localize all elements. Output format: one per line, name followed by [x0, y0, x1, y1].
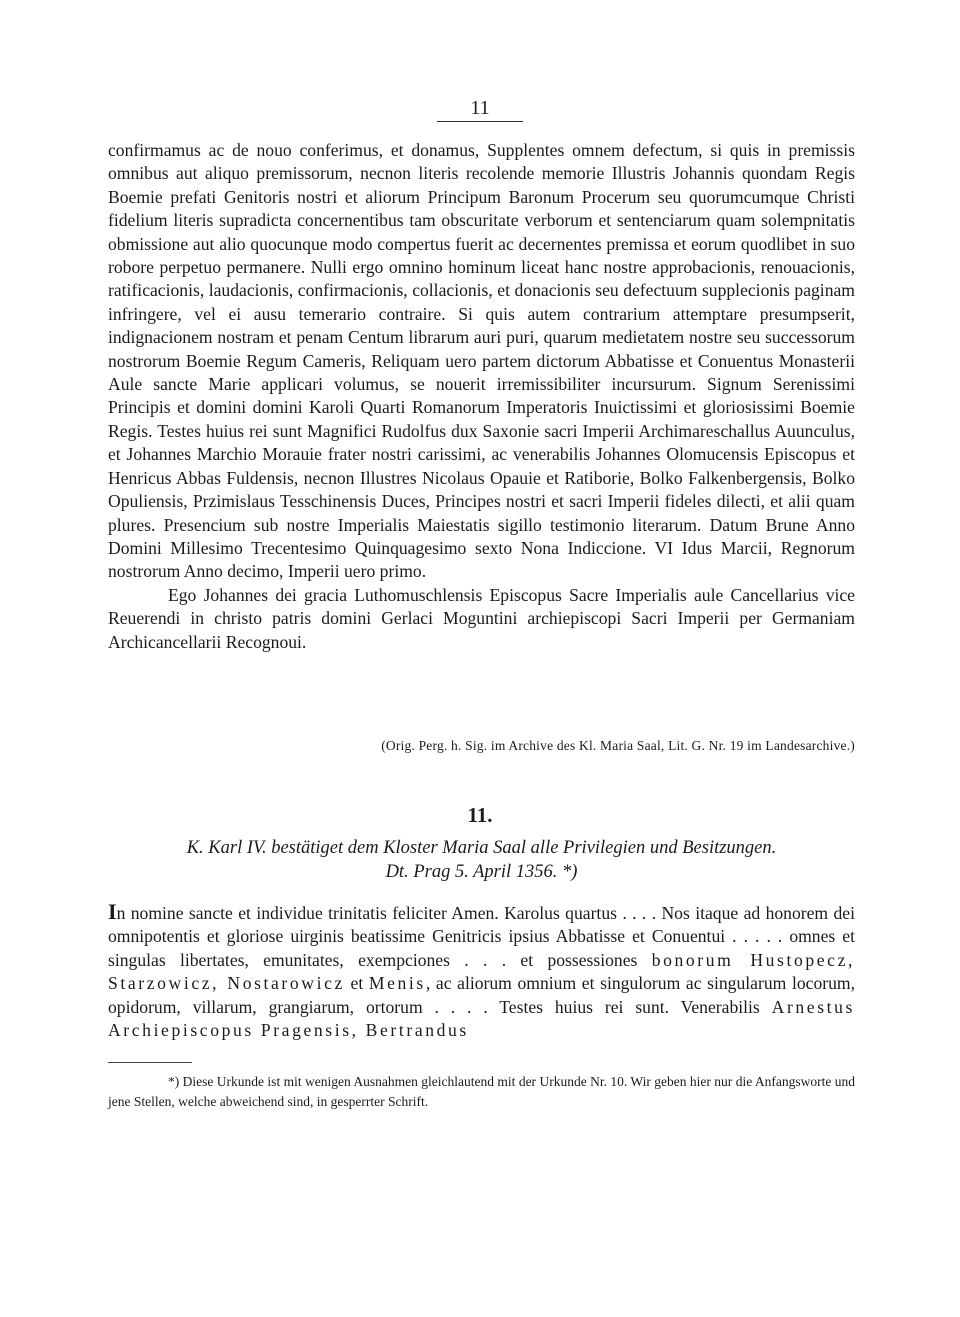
heading-date: Dt. Prag 5. April 1356. *) — [385, 862, 578, 882]
heading-title: K. Karl IV. bestätiget dem Kloster Maria Saal alle Privilegien und Besitzungen. — [186, 838, 777, 858]
charter-body — [108, 900, 855, 1042]
drop-initial: I — [108, 899, 117, 924]
document-number: 11. — [467, 803, 493, 827]
footnote-text: *) Diese Urkunde ist mit wenigen Ausnahmen gleichlautend mit der Urkunde Nr. 10. Wir geben hier nur die Anfangsworte und jene Stellen, welche abweichend sind, in gesperrter Schrift. — [108, 1074, 855, 1109]
charter-text — [108, 900, 855, 1042]
spaced-text: bonorum Hustopecz, Starzowicz, Nostarowicz — [108, 949, 855, 994]
footnote-rule — [108, 1062, 192, 1063]
footnote — [108, 1072, 855, 1112]
page-number: 11 — [470, 97, 490, 119]
charter-text-part: et — [344, 973, 369, 994]
recognition-paragraph: Ego Johannes dei gracia Luthomuschlensis Episcopus Sacre Imperialis aule Cancellarius vice Reuerendi in christo patris domini Gerlaci Moguntini archiepiscopi Sacri Imperii per Germaniam Archicancellarii Recognoui. — [108, 584, 855, 652]
charter-continuation — [108, 139, 855, 654]
archive-source-note: (Orig. Perg. h. Sig. im Archive des Kl. Maria Saal, Lit. G. Nr. 19 im Landesarchive.) — [381, 738, 855, 753]
page-number-rule — [437, 121, 523, 122]
spaced-text: Arnestus Archiepiscopus Pragensis, Bertrandus — [108, 996, 855, 1041]
charter-text-part: , ac aliorum omnium et singulorum ac singularum locorum, opidorum, villarum, grangiarum, ortorum . . . . Testes huius rei sunt. Venerabilis — [108, 973, 855, 1017]
spaced-text: Menis — [368, 973, 426, 994]
charter-text-part: n nomine sancte et individue trinitatis feliciter Amen. Karolus quartus . . . . Nos itaque ad honorem dei omnipotentis et gloriose uirginis beatissime Genitricis ipsius Abbatisse et Conuentui . . . . . omnes et singulas libertates, emunitates, exempciones . . . et possessiones — [108, 903, 855, 970]
charter-paragraph: confirmamus ac de nouo conferimus, et donamus, Supplentes omnem defectum, si quis in premissis omnibus aut aliquo premissorum, necnon literis recolende memorie Illustris Johannis quondam Regis Boemie prefati Genitoris nostri et aliorum Principum Baronum Procerum seu quorumcumque Christi fidelium literis supradicta concernentibus tam obscuritate verborum et sentenciarum quam solempnitatis obmissione aut alio quocunque modo compertus fuerit ac decernentes premissa et eorum quodlibet in suo robore perpetuo permanere. Nulli ergo omnino hominum liceat hanc nostre approbacionis, renouacionis, ratificacionis, laudacionis, confirmacionis, collacionis, et donacionis seu defectuum supplecionis paginam infringere, vel ei ausu temerario contraire. Si quis autem contrarium attemptare presumpserit, indignacionem nostram et penam Centum librarum auri puri, quarum medietatem nostre seu successorum nostrorum Boemie Regum Cameris, Reliquam uero partem dictorum Abbatisse et Conuentus Monasterii Aule sancte Marie applicari volumus, se nouerit irremissibiliter incursurum. Signum Serenissimi Principis et domini domini Karoli Quarti Romanorum Imperatoris Inuictissimi et gloriosissimi Boemie Regis. Testes huius rei sunt Magnifici Rudolfus dux Saxonie sacri Imperii Archimareschallus Auunculus, et Johannes Marchio Morauie frater nostri carissimi, ac venerabilis Johannes Olomucensis Episcopus et Henricus Abbas Fuldensis, necnon Illustres Nicolaus Opauie et Ratiborie, Bolko Falkenbergensis, Bolko Opuliensis, Przimislaus Tesschinensis Duces, Principes nostri et sacri Imperii fideles dilecti, et alii quam plures. Presencium sub nostre Imperialis Maiestatis sigillo testimonio literarum. Datum Brune Anno Domini Millesimo Trecentesimo Quinquagesimo sexto Nona Indiccione. VI Idus Marcii, Regnorum nostrorum Anno decimo, Imperii uero primo. — [108, 140, 855, 582]
document-heading — [108, 836, 855, 884]
